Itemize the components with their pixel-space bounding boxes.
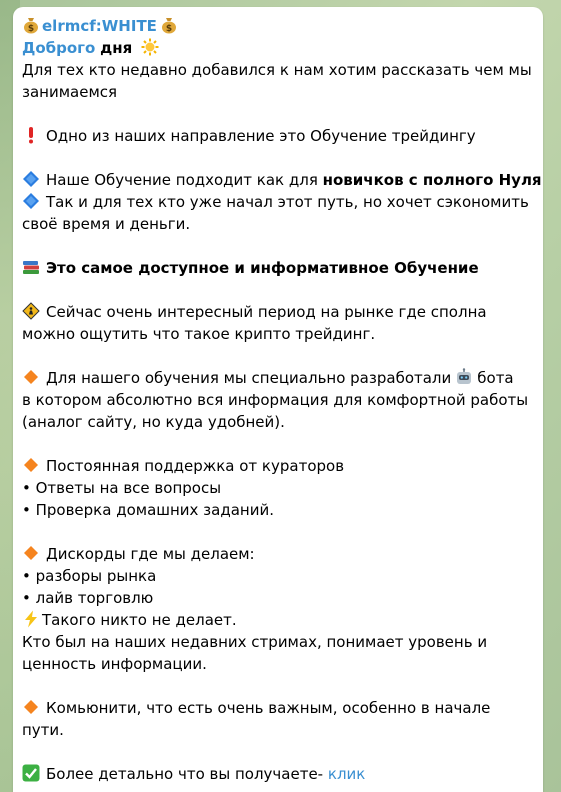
community-line-1 <box>22 697 534 719</box>
orange-diamond-icon <box>22 456 40 474</box>
books-icon <box>22 258 40 276</box>
discord-title: Дискорды где мы делаем: <box>46 545 255 563</box>
svg-text:$: $ <box>27 24 35 34</box>
period-line-1 <box>22 301 534 323</box>
streams-line-1: Кто был на наших недавних стримах, понимает уровень и <box>22 633 488 651</box>
greeting-line <box>22 37 534 59</box>
intro-line-1: Для тех кто недавно добавился к нам хотим рассказать чем мы <box>22 61 532 79</box>
discord-item-2: • лайв торговлю <box>22 589 154 607</box>
check-icon <box>22 764 40 782</box>
suitable-text: Наше Обучение подходит как для <box>46 171 323 189</box>
orange-diamond-icon <box>22 544 40 562</box>
warning-icon <box>22 302 40 320</box>
bot-line-1 <box>22 367 534 389</box>
greeting-word-2: дня <box>100 39 133 57</box>
orange-diamond-icon <box>22 368 40 386</box>
blue-diamond-icon <box>22 170 40 188</box>
details-text: Более детально что вы получаете- <box>46 765 324 783</box>
sender-name[interactable] <box>22 15 534 37</box>
lightning-icon <box>22 610 40 628</box>
bot-text-suffix: бота <box>477 369 514 387</box>
accessible-line <box>22 257 534 279</box>
save-text-1: Так и для тех кто уже начал этот путь, но хочет сэкономить <box>46 193 529 211</box>
bot-line-3: (аналог сайту, но куда удобней). <box>22 413 285 431</box>
message-text <box>22 15 542 785</box>
orange-diamond-icon <box>22 698 40 716</box>
save-line-1 <box>22 191 534 213</box>
details-line <box>22 763 534 785</box>
details-link[interactable]: клик <box>327 765 366 783</box>
sender-label: elrmcf:WHITE <box>42 17 157 35</box>
nobody-text: Такого никто не делает. <box>42 611 237 629</box>
support-title-line <box>22 455 534 477</box>
direction-text: Одно из наших направление это Обучение трейдингу <box>46 127 476 145</box>
money-bag-icon <box>160 16 178 34</box>
discord-title-line <box>22 543 534 565</box>
money-bag-icon <box>22 16 40 34</box>
intro-line-2: занимаемся <box>22 83 118 101</box>
bot-line-2: в котором абсолютно вся информация для комфортной работы <box>22 391 529 409</box>
accessible-text: Это самое доступное и информативное Обучение <box>46 259 479 277</box>
svg-text:$: $ <box>165 24 173 34</box>
blue-diamond-icon <box>22 192 40 210</box>
robot-icon <box>455 368 473 386</box>
greeting-word-1: Доброго <box>22 39 96 57</box>
support-title: Постоянная поддержка от кураторов <box>46 457 345 475</box>
support-item-1: • Ответы на все вопросы <box>22 479 222 497</box>
message-bubble <box>13 7 543 792</box>
sun-icon <box>141 38 159 56</box>
period-line-2: можно ощутить что такое крипто трейдинг. <box>22 325 376 343</box>
period-text-1: Сейчас очень интересный период на рынке где сполна <box>46 303 487 321</box>
bot-text-1: Для нашего обучения мы специально разработали <box>46 369 452 387</box>
community-line-2: пути. <box>22 721 64 739</box>
support-item-2: • Проверка домашних заданий. <box>22 501 274 519</box>
suitable-line <box>22 169 542 191</box>
exclamation-icon <box>22 126 40 144</box>
save-line-2: своё время и деньги. <box>22 215 191 233</box>
nobody-line <box>22 609 534 631</box>
direction-line <box>22 125 534 147</box>
suitable-bold: новичков с полного Нуля <box>322 171 542 189</box>
discord-item-1: • разборы рынка <box>22 567 157 585</box>
streams-line-2: ценность информации. <box>22 655 207 673</box>
community-text-1: Комьюнити, что есть очень важным, особенно в начале <box>46 699 491 717</box>
